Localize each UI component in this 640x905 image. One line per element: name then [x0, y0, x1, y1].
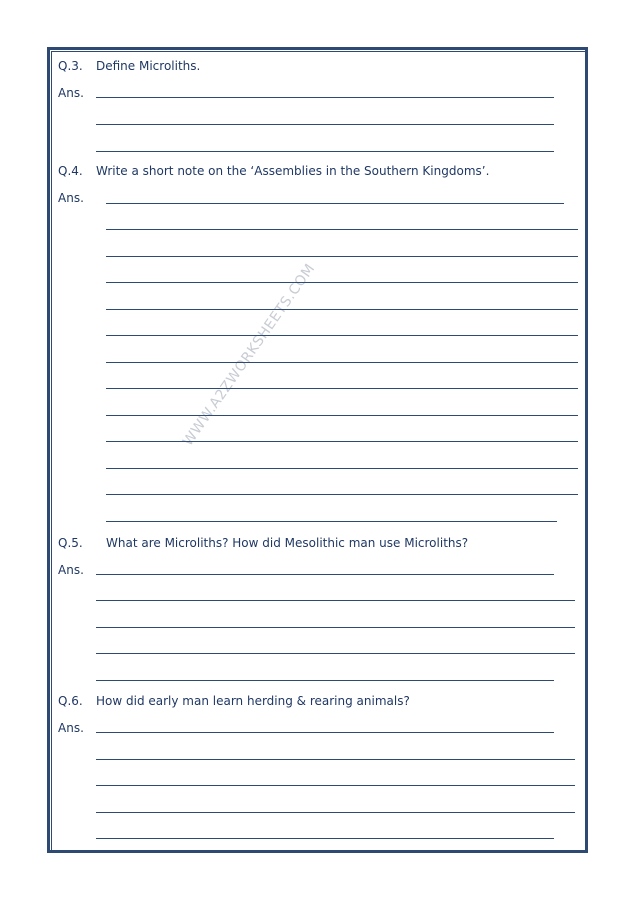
answer-line[interactable]: [96, 653, 575, 654]
answer-line[interactable]: [96, 785, 575, 786]
question-text: What are Microliths? How did Mesolithic man use Microliths?: [106, 536, 469, 550]
answer-line[interactable]: [106, 282, 578, 283]
question-number: Q.5.: [58, 536, 83, 550]
answer-line[interactable]: [96, 627, 575, 628]
answer-line[interactable]: [106, 229, 578, 230]
question-number: Q.4.: [58, 164, 83, 178]
answer-label: Ans.: [58, 191, 84, 205]
question-text: How did early man learn herding & rearing animals?: [96, 694, 410, 708]
answer-line[interactable]: [106, 256, 578, 257]
question-text: Define Microliths.: [96, 59, 201, 73]
answer-line[interactable]: [96, 97, 554, 98]
answer-line[interactable]: [106, 309, 578, 310]
answer-line[interactable]: [96, 124, 554, 125]
answer-line[interactable]: [106, 203, 564, 204]
answer-label: Ans.: [58, 86, 84, 100]
answer-line[interactable]: [96, 680, 554, 681]
answer-line[interactable]: [106, 468, 578, 469]
question-number: Q.3.: [58, 59, 83, 73]
answer-line[interactable]: [106, 494, 578, 495]
answer-line[interactable]: [96, 600, 575, 601]
answer-line[interactable]: [96, 838, 554, 839]
question-text: Write a short note on the ‘Assemblies in the Southern Kingdoms’.: [96, 164, 490, 178]
answer-line[interactable]: [96, 759, 575, 760]
answer-line[interactable]: [96, 574, 554, 575]
answer-line[interactable]: [106, 388, 578, 389]
answer-line[interactable]: [106, 335, 578, 336]
question-number: Q.6.: [58, 694, 83, 708]
answer-label: Ans.: [58, 563, 84, 577]
answer-line[interactable]: [106, 521, 557, 522]
answer-line[interactable]: [96, 151, 554, 152]
answer-label: Ans.: [58, 721, 84, 735]
answer-line[interactable]: [96, 812, 575, 813]
answer-line[interactable]: [106, 362, 578, 363]
answer-line[interactable]: [106, 441, 578, 442]
answer-line[interactable]: [106, 415, 578, 416]
answer-line[interactable]: [96, 732, 554, 733]
watermark: WWW.A2ZWORKSHEETS.COM: [180, 260, 319, 450]
